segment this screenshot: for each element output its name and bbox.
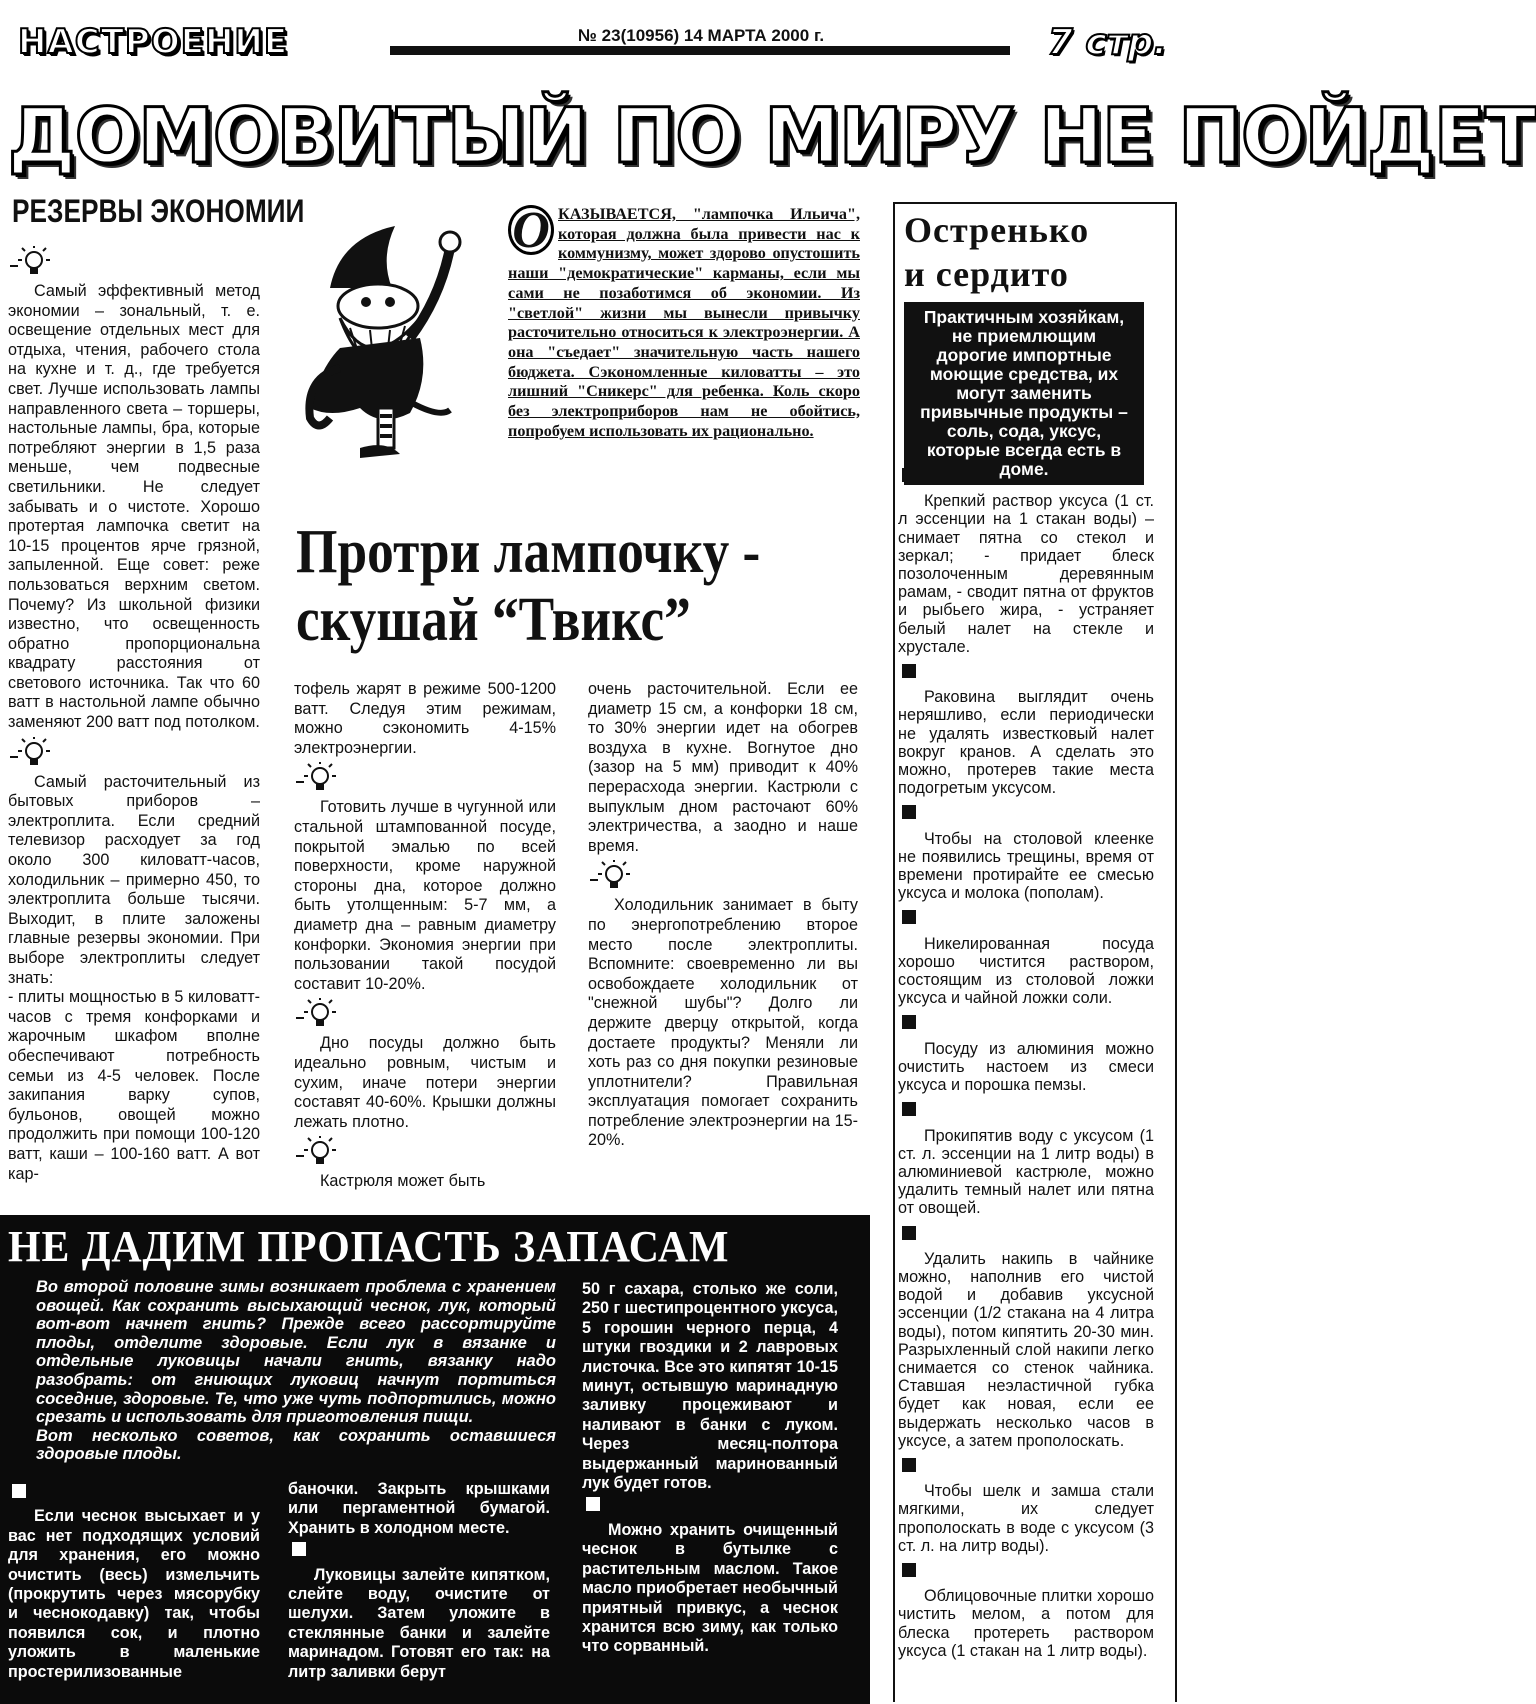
tip-text: Посуду из алюминия можно очистить настоем из смеси уксуса и порошка пемзы.: [898, 1039, 1154, 1095]
tip-item: [898, 803, 1154, 902]
bullet-square-icon: [902, 1458, 916, 1472]
storage-column-1: [8, 1480, 260, 1682]
sidebar-title-line: Остренько: [904, 210, 1090, 250]
paragraph: Если чеснок высыхает и у вас нет подходящих условий для хранения, его можно очистить (весь) измельчить (прокрутить через мясорубку и чеснокодавку) так, чтобы появился сок, и плотно уложить в маленькие простерилизованные: [8, 1507, 260, 1681]
tip-text: Крепкий раствор уксуса (1 ст. л эссенции на 1 стакан воды) – снимает пятна со стекол и зеркал; - придает блеск позолоченным деревянным рамам, - сводит пятна от фруктов и рыбьего жира, - устраняет белый налет на стекле и хрустале.: [898, 492, 1154, 656]
intro-paragraph: Во второй половине зимы возникает проблема с хранением овощей. Как сохранить высыхающий чеснок, лук, который вот-вот начнет гнить? Прежде всего рассортируйте плоды, отделите здоровые. Если лук в вязанке и отдельные луковицы начали гнить, вязанку надо разобрать: от гниющих луковиц начнут портиться соседние, здоровые. Те, что уже чуть подпортились, можно срезать и использовать для приготовления пищи.: [36, 1278, 556, 1427]
intro-text: КАЗЫВАЕТСЯ, "лампочка Ильича", которая должна была привести нас к коммунизму, может здорово опустошить наши "демократические" карманы, если мы сами не позаботимся об экономии. Из "светлой" жизни мы вынесли привычку расточительно относиться к электроэнергии. А она "съедает" значительную часть нашего бюджета. Сэкономленные киловатты – это лишний "Сникерс" для ребенка. Коль скоро без электроприборов нам не обойтись, попробуем использовать их рационально.: [508, 205, 860, 440]
bullet-square-icon: [902, 1226, 916, 1240]
tip-text: Раковина выглядит очень неряшливо, если периодически не удалять известковый налет вокруг кранов. А сделать это можно, протерев такие места подогретым уксусом.: [898, 688, 1154, 798]
lightbulb-icon: [588, 860, 632, 894]
article-intro: [508, 202, 860, 441]
paragraph: Холодильник занимает в быту по энергопотреблению второе место после электроплиты. Вспомните: своевременно ли вы освобождаете холодильник от "снежной шубы"? Долго ли держите дверцу открытой, когда достаете продукты? Меняли ли хоть раз со дня покупки резиновые уплотнители? Правильная эксплуатация помогает сохранить потребление электроэнергии на 15-20%.: [588, 896, 858, 1150]
tip-text: Чтобы шелк и замша стали мягкими, их следует прополоскать в воде с уксусом (3 ст. л. на литр воды).: [898, 1482, 1154, 1555]
article-column-2: [294, 680, 556, 1192]
bullet-square-icon: [586, 1497, 600, 1511]
storage-column-2: [288, 1480, 550, 1682]
bullet-square-icon: [902, 664, 916, 678]
bullet-square-icon: [902, 1563, 916, 1577]
page-number: 7 стр.: [1047, 22, 1167, 63]
lightbulb-icon: [294, 1136, 338, 1170]
sidebar-title-line: и сердито: [904, 254, 1069, 294]
lightbulb-icon: [8, 246, 52, 280]
lightbulb-icon: [8, 737, 52, 771]
tip-item: [898, 1100, 1154, 1217]
storage-article-title: НЕ ДАДИМ ПРОПАСТЬ ЗАПАСАМ: [8, 1222, 730, 1271]
article-column-3: [588, 680, 858, 1151]
tip-text: Прокипятив воду с уксусом (1 ст. л. эссенции на 1 литр воды) в алюминиевой кастрюле, можно удалить темный налет или пятна от овощей.: [898, 1126, 1154, 1218]
paragraph: Самый эффективный метод экономии – зональный, т. е. освещение отдельных мест для отдыха, чтения, рабочего стола на кухне и т. д., где требуется свет. Лучше использовать лампы направленного света – торшеры, настольные лампы, бра, которые потребляют энергии в 1,5 раза меньше, чем подвесные светильники. Не следует забывать и о чистоте. Хорошо протертая лампочка светит на 10-15 процентов ярче грязной, запыленной. Еще совет: реже пользоваться верхним светом. Почему? Из школьной физики известно, что освещенность обратно пропорциональна квадрату расстояния от светового источника. Так что 60 ватт в настольной лампе обычно заменяют 200 ватт под потолком.: [8, 282, 260, 732]
bullet-square-icon: [292, 1542, 306, 1556]
tip-item: [898, 1456, 1154, 1555]
bullet-square-icon: [902, 468, 916, 482]
bullet-square-icon: [902, 805, 916, 819]
paragraph: Луковицы залейте кипятком, слейте воду, очистите от шелухи. Затем уложите в стеклянные банки и залейте маринадом. Готовят его так: на литр заливки берут: [288, 1565, 550, 1681]
paragraph: 50 г сахара, столько же соли, 250 г шестипроцентного уксуса, 5 горошин черного перца, 4 штуки гвоздики и 2 лавровых листочка. Все это кипятят 10-15 минут, остывшую маринадную заливку процеживают и наливают в банки с луком. Через месяц-полтора выдержанный маринованный лук будет готов.: [582, 1280, 838, 1493]
header-rule: [390, 46, 1010, 55]
lightbulb-icon: [294, 762, 338, 796]
article-kicker: РЕЗЕРВЫ ЭКОНОМИИ: [12, 193, 305, 229]
bullet-square-icon: [902, 1102, 916, 1116]
article-title: Протри лампочку - скушай “Твикс”: [296, 518, 761, 654]
tip-item: [898, 466, 1154, 656]
tip-item: [898, 1224, 1154, 1450]
paragraph: Можно хранить очищенный чеснок в бутылке с растительным маслом. Такое масло приобретает необычный приятный привкус, а чеснок хранится всю зиму, как только что сорванный.: [582, 1520, 838, 1656]
sidebar-tips: [898, 466, 1154, 1666]
paragraph: Дно посуды должно быть идеально ровным, чистым и сухим, иначе потери энергии составят 40-60%. Крышки должны лежать плотно.: [294, 1034, 556, 1131]
tip-text: Облицовочные плитки хорошо чистить мелом, а потом для блеска протереть раствором уксуса (1 стакан на 1 литр воды).: [898, 1587, 1154, 1660]
tip-item: [898, 908, 1154, 1007]
paragraph: очень расточительной. Если ее диаметр 15 см, а конфорки 18 см, то 30% энергии идет на обогрев воздуха в кухне. Вогнутое дно (зазор на 5 мм) приводит к 40% перерасхода энергии. Кастрюли с выпуклым дном расточают 60% электричества, а заодно и наше время.: [588, 680, 858, 855]
paragraph: - плиты мощностью в 5 киловатт-часов с тремя конфорками и жарочным шкафом вполне обеспечивают потребность семьи из 4-5 человек. После закипания варку супов, бульонов, овощей можно продолжить при помощи 100-120 ватт, каши – 100-160 ватт. А вот кар-: [8, 988, 260, 1183]
main-headline: ДОМОВИТЫЙ ПО МИРУ НЕ ПОЙДЕТ: [8, 91, 1536, 180]
tip-text: Удалить накипь в чайнике можно, наполнив его чистой водой и добавив уксусной эссенции (1/2 стакана на 4 литра воды), потом кипятить 20-30 мин. Разрыхленный слой накипи легко снимается со стенок чайника. Ставшая неэластичной губка будет как новая, если ее выдержать несколько часов в уксусе, а затем прополоскать.: [898, 1249, 1154, 1450]
tip-text: Чтобы на столовой клеенке не появились трещины, время от времени протирайте ее смесью уксуса и молока (пополам).: [898, 829, 1154, 903]
bullet-square-icon: [12, 1484, 26, 1498]
intro-paragraph: Вот несколько советов, как сохранить оставшиеся здоровые плоды.: [36, 1426, 556, 1464]
paragraph: баночки. Закрыть крышками или пергаментной бумагой. Хранить в холодном месте.: [288, 1480, 550, 1537]
storage-column-3: [582, 1280, 838, 1657]
issue-date: № 23(10956) 14 МАРТА 2000 г.: [578, 26, 825, 45]
bullet-square-icon: [902, 1015, 916, 1029]
tip-item: [898, 1561, 1154, 1660]
section-title: НАСТРОЕНИЕ: [18, 22, 289, 62]
drop-cap: О: [508, 205, 554, 255]
tip-item: [898, 662, 1154, 797]
lightbulb-icon: [294, 998, 338, 1032]
paragraph: Готовить лучше в чугунной или стальной штампованной посуде, покрытой эмалью по всей поверхности, кроме наружной стороны дна, которое должно быть утолщенным: 5-7 мм, а диаметр дна – равным диаметру конфорки. Экономия энергии при пользовании такой посудой составит 10-20%.: [294, 798, 556, 993]
storage-article-intro: [36, 1278, 556, 1464]
article-column-1: [8, 242, 260, 1184]
sidebar-lead: Практичным хозяйкам, не приемлющим дорогие импортные моющие средства, их могут заменить привычные продукты – соль, сода, уксус, которые всегда есть в доме.: [904, 302, 1144, 485]
tip-item: [898, 1013, 1154, 1094]
gnome-illustration: [300, 218, 490, 468]
paragraph: тофель жарят в режиме 500-1200 ватт. Следуя этим режимам, можно сэкономить 4-15% электроэнергии.: [294, 680, 556, 757]
sidebar-title: [904, 208, 1166, 296]
bullet-square-icon: [902, 910, 916, 924]
paragraph: Кастрюля может быть: [320, 1172, 486, 1191]
tip-text: Никелированная посуда хорошо чистится раствором, состоящим из столовой ложки уксуса и чайной ложки соли.: [898, 934, 1154, 1008]
paragraph: Самый расточительный из бытовых приборов – электроплита. Если средний телевизор расходует за год около 300 киловатт-часов, холодильник – примерно 450, то электроплита больше тысячи. Выходит, в плите заложены главные резервы экономии. При выборе электроплиты следует знать:: [8, 772, 260, 987]
